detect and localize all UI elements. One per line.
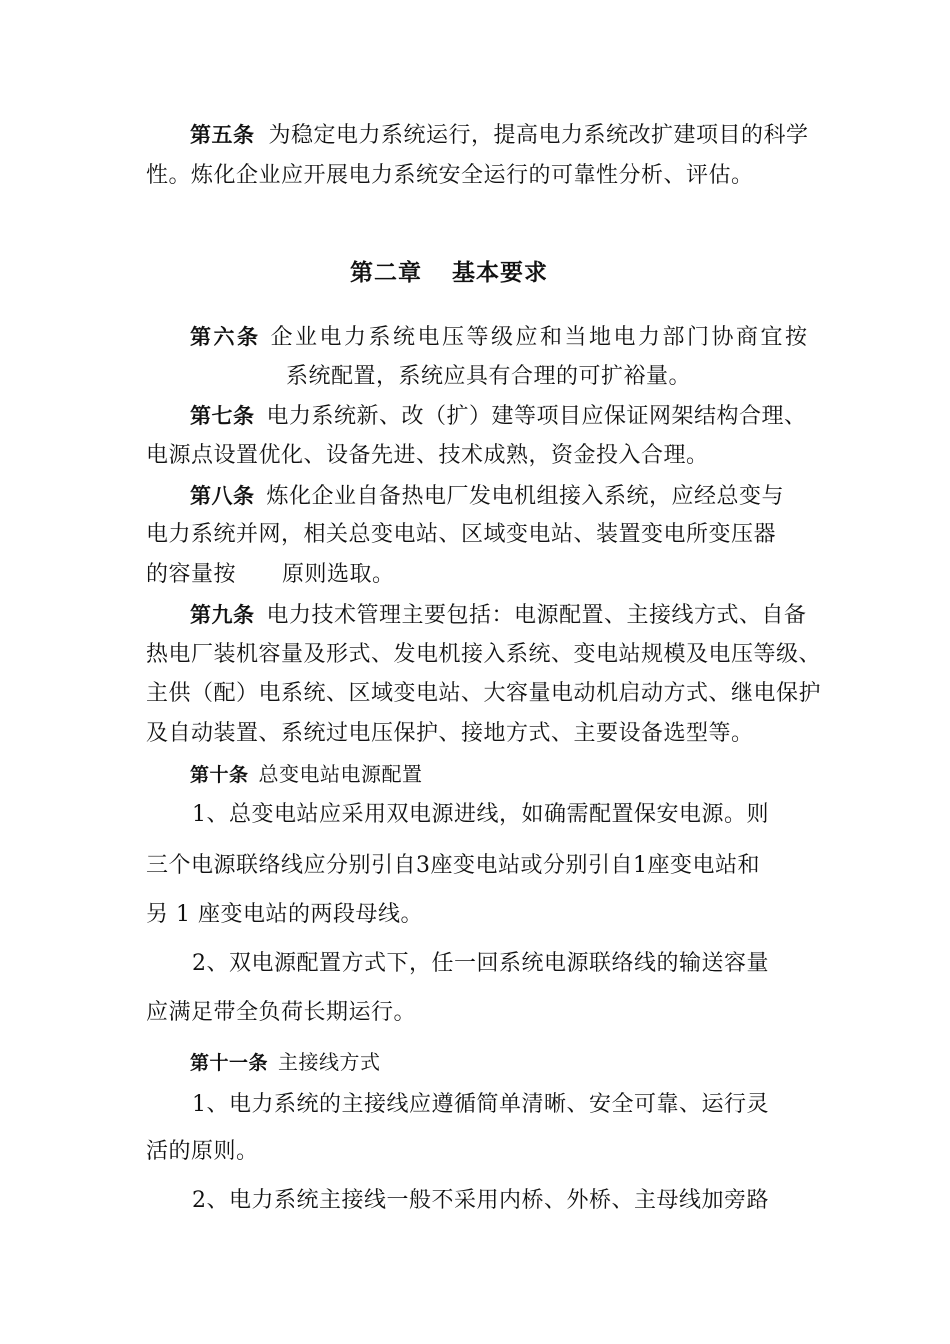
art9-label: 第九条 [190, 603, 255, 627]
art9-line4: 及自动装置、系统过电压保护、接地方式、主要设备选型等。 [146, 721, 754, 746]
art10-item1-line1: 1、总变电站应采用双电源进线，如确需配置保安电源。则 [192, 802, 769, 827]
art7-text1: 电力系统新、改（扩）建等项目应保证网架结构合理、 [266, 404, 807, 429]
chapter-title [350, 258, 548, 288]
art11-heading-line [190, 1047, 381, 1078]
art11-item1-line1: 1、电力系统的主接线应遵循简单清晰、安全可靠、运行灵 [192, 1092, 769, 1117]
art7-line1 [190, 401, 807, 432]
art6-line1 [190, 322, 810, 353]
chapter-number: 第二章 [350, 260, 422, 286]
art10-item1-line2: 三个电源联络线应分别引自3座变电站或分别引自1座变电站和 [146, 853, 760, 878]
art11-item2-line1: 2、电力系统主接线一般不采用内桥、外桥、主母线加旁路 [192, 1188, 769, 1213]
art9-line2: 热电厂装机容量及形式、发电机接入系统、变电站规模及电压等级、 [146, 642, 822, 667]
art8-text1: 炼化企业自备热电厂发电机组接入系统，应经总变与 [266, 484, 785, 509]
art7-label: 第七条 [190, 404, 255, 428]
art11-label: 第十一条 [190, 1052, 269, 1074]
art9-line1 [190, 600, 807, 631]
art5-line2: 性。炼化企业应开展电力系统安全运行的可靠性分析、评估。 [146, 163, 754, 188]
art5-label: 第五条 [190, 123, 255, 147]
art5-text1: 为稳定电力系统运行，提高电力系统改扩建项目的科学 [268, 123, 809, 148]
art11-item1-line2: 活的原则。 [146, 1139, 259, 1164]
art8-text3a: 的容量按 [146, 562, 237, 587]
art10-heading-line [190, 759, 423, 790]
art8-text3b: 原则选取。 [282, 562, 395, 587]
art6-line2: 系统配置，系统应具有合理的可扩裕量。 [286, 364, 692, 389]
art8-label: 第八条 [190, 484, 255, 508]
art8-line1 [190, 481, 784, 512]
art9-line3: 主供（配）电系统、区域变电站、大容量电动机启动方式、继电保护 [146, 681, 822, 706]
art10-item2-line2: 应满足带全负荷长期运行。 [146, 1000, 417, 1025]
art10-item2-line1: 2、双电源配置方式下，任一回系统电源联络线的输送容量 [192, 951, 769, 976]
art6-label: 第六条 [190, 325, 261, 349]
art7-line2: 电源点设置优化、设备先进、技术成熟，资金投入合理。 [146, 443, 709, 468]
art5-line1 [190, 120, 809, 151]
art10-label: 第十条 [190, 764, 249, 786]
art8-line2: 电力系统并网，相关总变电站、区域变电站、装置变电所变压器 [146, 522, 777, 547]
art8-line3 [146, 560, 395, 590]
art10-item1-line3: 另 1 座变电站的两段母线。 [146, 902, 423, 927]
chapter-name: 基本要求 [452, 260, 548, 286]
art9-text1: 电力技术管理主要包括：电源配置、主接线方式、自备 [266, 603, 807, 628]
art10-heading: 总变电站电源配置 [258, 762, 423, 786]
art11-heading: 主接线方式 [278, 1050, 381, 1074]
art6-text1: 企业电力系统电压等级应和当地电力部门协商宜按 [270, 325, 810, 350]
